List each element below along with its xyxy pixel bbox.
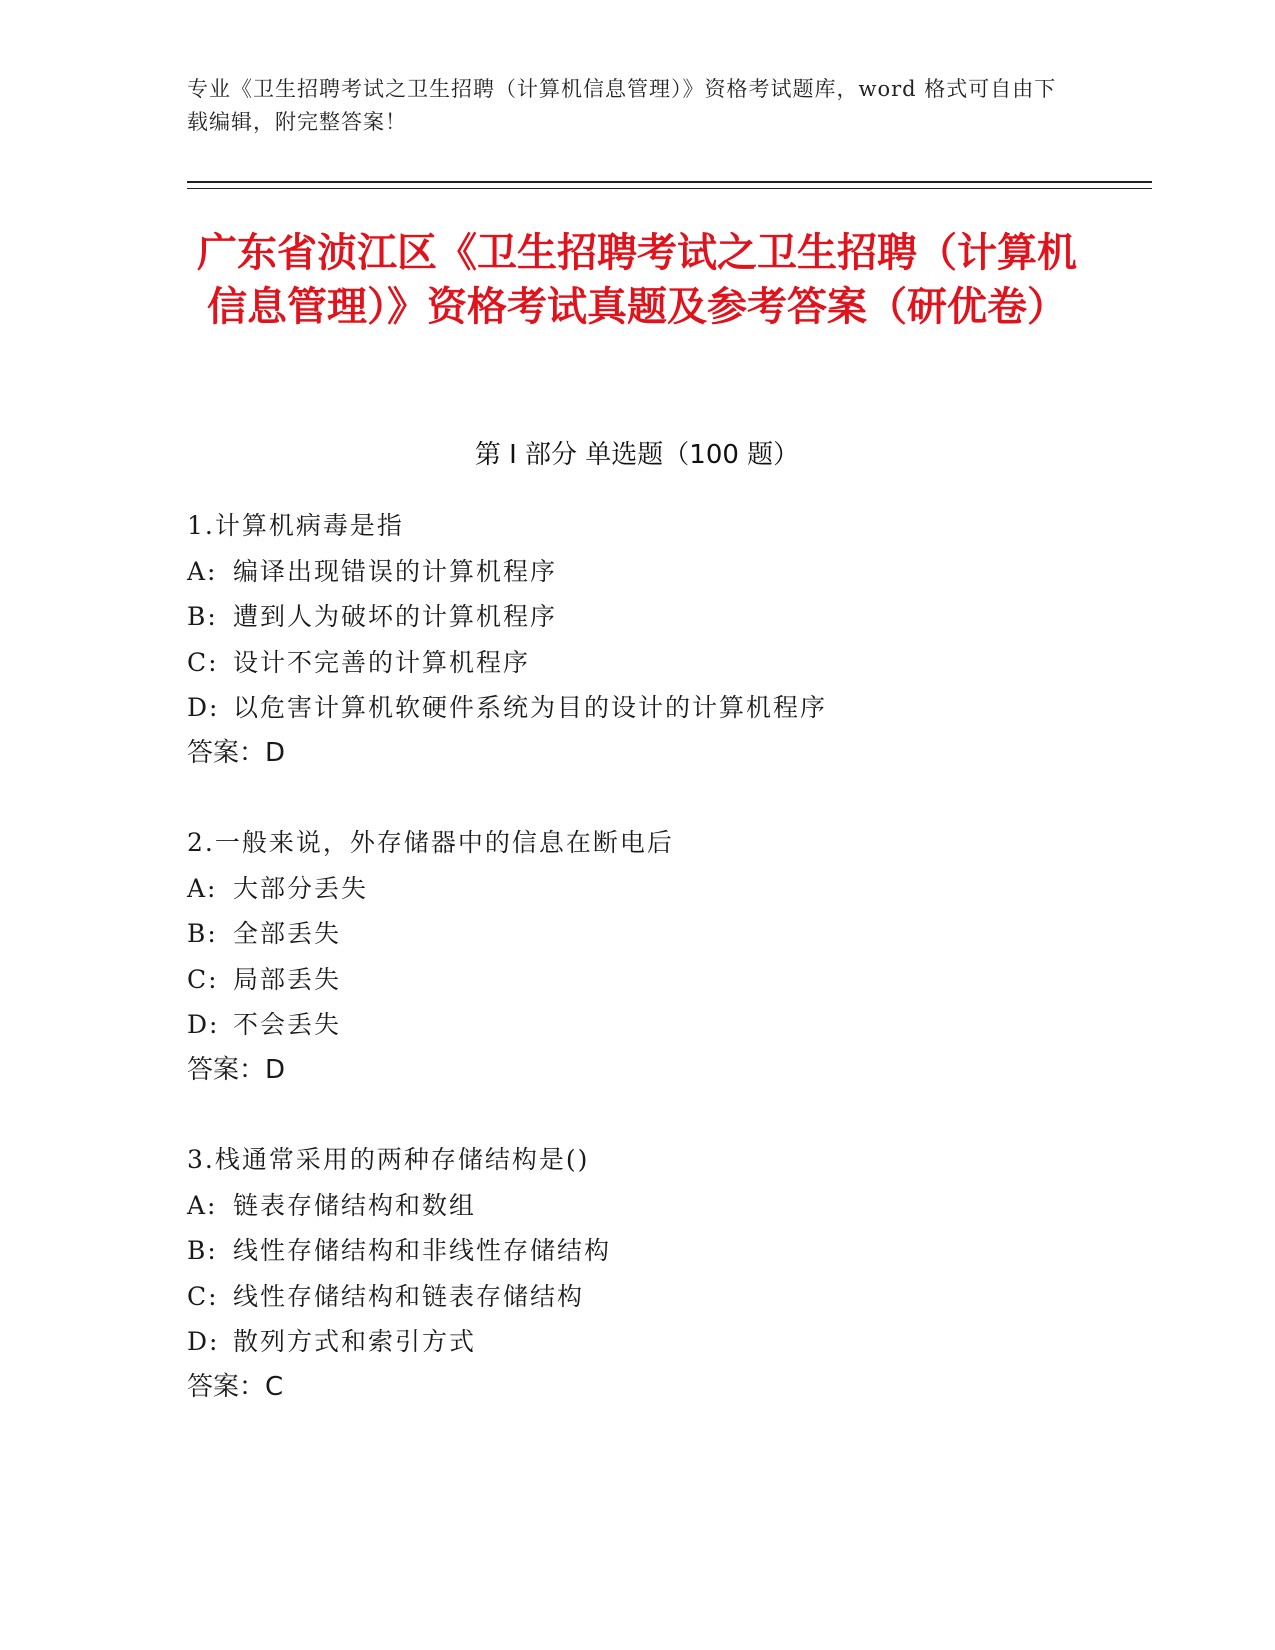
option-b (187, 911, 1087, 957)
option-b (187, 594, 1087, 640)
option-c (187, 1274, 1087, 1320)
option-text: 线性存储结构和非线性存储结构 (233, 1236, 612, 1265)
option-d (187, 685, 1087, 731)
question-stem: 1.计算机病毒是指 (187, 511, 404, 540)
option-text: 链表存储结构和数组 (233, 1190, 477, 1220)
option-key: B: (187, 919, 218, 948)
option-text: 全部丢失 (233, 919, 342, 948)
option-text: 设计不完善的计算机程序 (233, 647, 531, 677)
option-a (187, 866, 1087, 912)
option-text: 编译出现错误的计算机程序 (233, 556, 558, 586)
question-stem: 2.一般来说，外存储器中的信息在断电后 (187, 828, 674, 857)
option-c (187, 640, 1087, 686)
option-b (187, 1228, 1087, 1274)
option-text: 线性存储结构和链表存储结构 (233, 1281, 585, 1311)
section-title: 第 I 部分 单选题（100 题） (474, 440, 800, 470)
option-key: C: (187, 1281, 219, 1311)
answer-line: 答案：C (187, 1371, 284, 1402)
option-key: B: (187, 1236, 218, 1265)
answer-line: 答案：D (187, 1054, 286, 1085)
question-2 (187, 820, 1087, 1093)
option-key: A: (187, 556, 218, 586)
option-c (187, 957, 1087, 1003)
option-key: D: (187, 693, 220, 722)
option-key: B: (187, 602, 218, 631)
answer-line: 答案：D (187, 737, 286, 768)
option-key: D: (187, 1327, 220, 1356)
question-1 (187, 503, 1087, 776)
header-divider-thin (187, 188, 1152, 189)
question-stem: 3.栈通常采用的两种存储结构是() (187, 1145, 590, 1174)
option-d (187, 1319, 1087, 1365)
option-text: 大部分丢失 (233, 873, 369, 903)
document-title: 广东省浈江区《卫生招聘考试之卫生招聘（计算机信息管理）》资格考试真题及参考答案（研优卷） (197, 230, 1077, 330)
option-a (187, 1183, 1087, 1229)
option-text: 不会丢失 (233, 1010, 342, 1039)
option-a (187, 549, 1087, 595)
option-d (187, 1002, 1087, 1048)
question-3 (187, 1137, 1087, 1410)
header-divider-thick (187, 181, 1152, 183)
option-key: A: (187, 873, 218, 903)
option-text: 以危害计算机软硬件系统为目的设计的计算机程序 (233, 693, 828, 722)
option-key: C: (187, 647, 219, 677)
option-key: A: (187, 1190, 218, 1220)
option-text: 散列方式和索引方式 (233, 1327, 477, 1356)
option-text: 局部丢失 (233, 964, 342, 994)
option-key: C: (187, 964, 219, 994)
option-text: 遭到人为破坏的计算机程序 (233, 602, 558, 631)
option-key: D: (187, 1010, 220, 1039)
header-note: 专业《卫生招聘考试之卫生招聘（计算机信息管理）》资格考试题库，word 格式可自由下载编辑，附完整答案！ (187, 77, 1057, 134)
